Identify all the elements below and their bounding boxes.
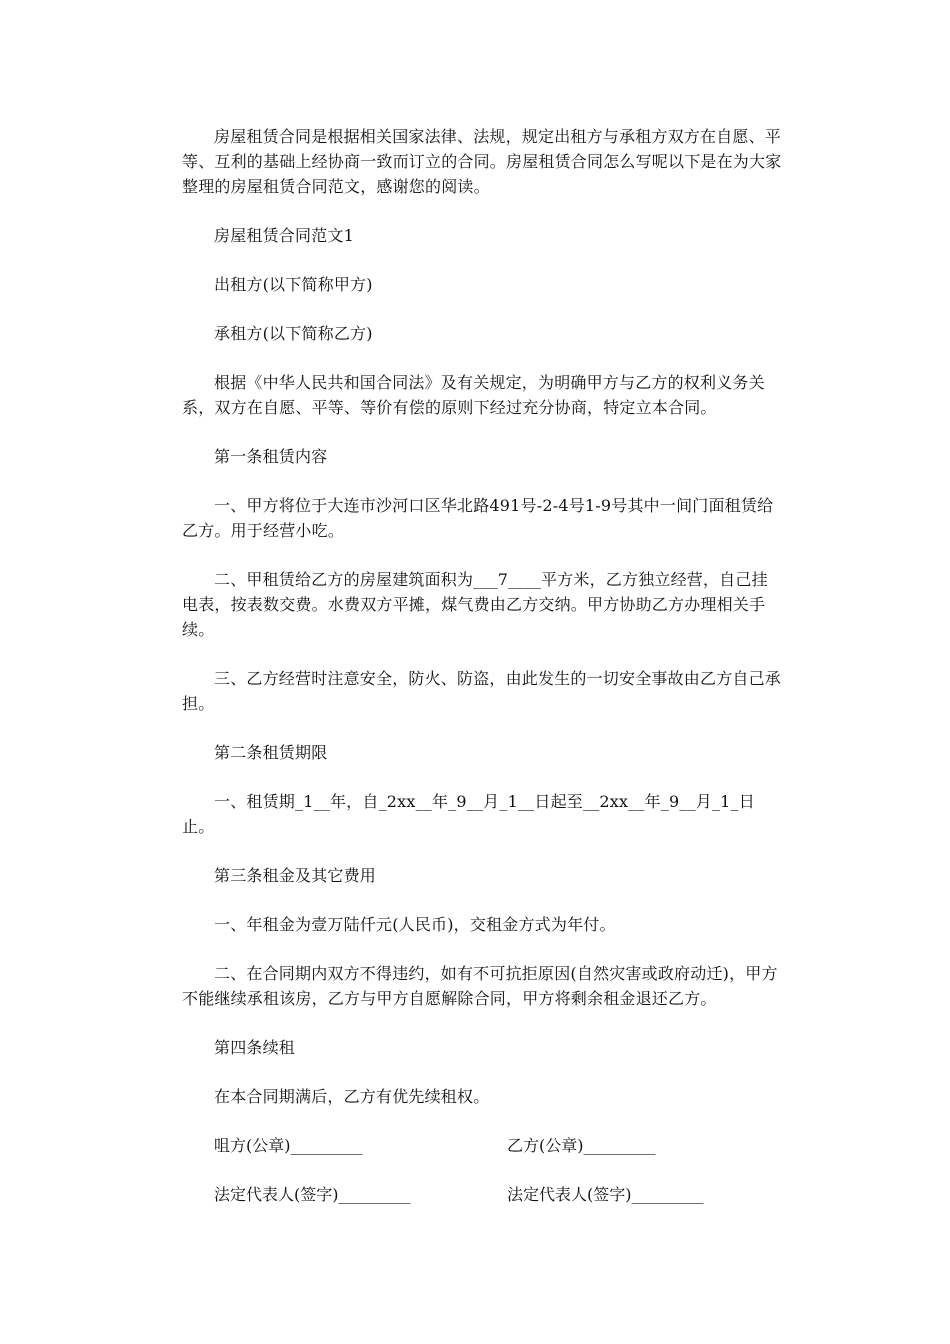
lessee-line: 承租方(以下简称乙方) bbox=[214, 324, 373, 343]
party-b-seal-field: 乙方(公章)_________ bbox=[507, 1136, 656, 1155]
sample-title: 房屋租赁合同范文1 bbox=[214, 226, 354, 245]
lessor-line: 出租方(以下简称甲方) bbox=[214, 275, 373, 294]
article-1-heading: 第一条租赁内容 bbox=[214, 447, 328, 466]
party-b-representative-field: 法定代表人(签字)_________ bbox=[507, 1185, 704, 1204]
intro-paragraph: 房屋租赁合同是根据相关国家法律、法规，规定出租方与承租方双方在自愿、平等、互利的基础上经协商一致而订立的合同。房屋租赁合同怎么写呢以下是在为大家整理的房屋租赁合同范文，感谢您的阅读。 bbox=[182, 127, 782, 196]
article-1-clause-3: 三、乙方经营时注意安全，防火、防盗，由此发生的一切安全事故由乙方自己承担。 bbox=[182, 669, 782, 713]
article-4-heading: 第四条续租 bbox=[214, 1038, 296, 1057]
document-body bbox=[182, 124, 782, 1231]
article-3-clause-1: 一、年租金为壹万陆仟元(人民币)，交租金方式为年付。 bbox=[214, 915, 616, 934]
article-3-heading: 第三条租金及其它费用 bbox=[214, 866, 377, 885]
article-1-clause-1: 一、甲方将位于大连市沙河口区华北路491号-2-4号1-9号其中一间门面租赁给乙方。用于经营小吃。 bbox=[182, 496, 774, 540]
representative-signature-row bbox=[182, 1182, 782, 1207]
party-a-seal-field: 咀方(公章)_________ bbox=[214, 1136, 363, 1155]
article-3-clause-2: 二、在合同期内双方不得违约，如有不可抗拒原因(自然灾害或政府动迁)，甲方不能继续承租该房，乙方与甲方自愿解除合同，甲方将剩余租金退还乙方。 bbox=[182, 964, 778, 1008]
article-2-clause-1: 一、租赁期_1__年，自_2xx__年_9__月_1__日起至__2xx__年_9__月_1_日止。 bbox=[182, 792, 755, 836]
seal-signature-row bbox=[182, 1133, 782, 1158]
party-a-representative-field: 法定代表人(签字)_________ bbox=[214, 1185, 411, 1204]
preamble-paragraph: 根据《中华人民共和国合同法》及有关规定，为明确甲方与乙方的权利义务关系，双方在自愿、平等、等价有偿的原则下经过充分协商，特定立本合同。 bbox=[182, 373, 765, 417]
article-4-clause: 在本合同期满后，乙方有优先续租权。 bbox=[214, 1087, 490, 1106]
article-2-heading: 第二条租赁期限 bbox=[214, 743, 328, 762]
article-1-clause-2: 二、甲租赁给乙方的房屋建筑面积为___7____平方米，乙方独立经营，自己挂电表，按表数交费。水费双方平摊，煤气费由乙方交纳。甲方协助乙方办理相关手续。 bbox=[182, 570, 768, 639]
